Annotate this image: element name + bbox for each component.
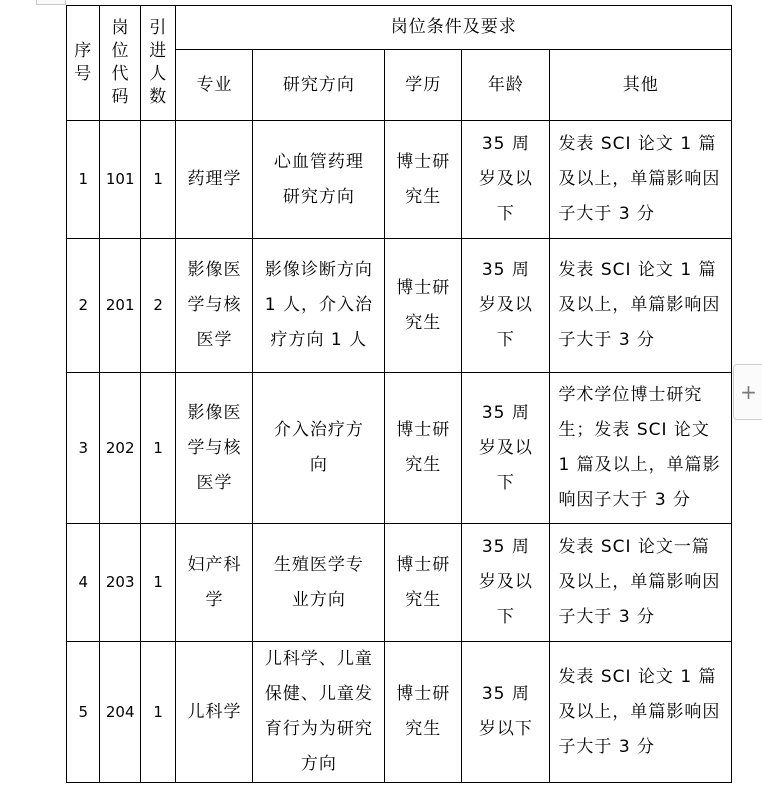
cell-major: 妇产科学 — [176, 524, 253, 642]
table-move-handle[interactable] — [36, 0, 66, 5]
cell-age: 35 周岁及以下 — [462, 524, 550, 642]
cell-code: 201 — [100, 239, 141, 373]
header-other: 其他 — [550, 50, 732, 121]
header-conditions: 岗位条件及要求 — [176, 6, 732, 50]
cell-seq: 1 — [67, 121, 100, 239]
header-degree: 学历 — [385, 50, 462, 121]
cell-other: 发表 SCI 论文一篇及以上，单篇影响因子大于 3 分 — [550, 524, 732, 642]
cell-age: 35 周岁及以下 — [462, 239, 550, 373]
header-age: 年龄 — [462, 50, 550, 121]
cell-major: 药理学 — [176, 121, 253, 239]
cell-direction: 心血管药理研究方向 — [253, 121, 385, 239]
cell-seq: 4 — [67, 524, 100, 642]
header-row-1 — [67, 6, 732, 50]
cell-degree: 博士研究生 — [385, 373, 462, 524]
cell-age: 35 周岁以下 — [462, 642, 550, 783]
cell-count: 1 — [140, 524, 175, 642]
cell-major: 儿科学 — [176, 642, 253, 783]
cell-seq: 2 — [67, 239, 100, 373]
cell-direction: 介入治疗方向 — [253, 373, 385, 524]
cell-other: 发表 SCI 论文 1 篇及以上，单篇影响因子大于 3 分 — [550, 121, 732, 239]
header-direction: 研究方向 — [253, 50, 385, 121]
cell-count: 1 — [140, 373, 175, 524]
table-row — [67, 524, 732, 642]
table-row — [67, 642, 732, 783]
cell-degree: 博士研究生 — [385, 121, 462, 239]
plus-icon: + — [740, 380, 757, 404]
cell-direction: 影像诊断方向 1 人，介入治疗方向 1 人 — [253, 239, 385, 373]
cell-direction: 生殖医学专业方向 — [253, 524, 385, 642]
header-major: 专业 — [176, 50, 253, 121]
cell-count: 1 — [140, 121, 175, 239]
cell-code: 202 — [100, 373, 141, 524]
recruitment-table — [66, 5, 732, 783]
add-column-button[interactable] — [733, 364, 762, 420]
cell-seq: 5 — [67, 642, 100, 783]
header-count: 引进人数 — [140, 6, 175, 121]
table-row — [67, 239, 732, 373]
cell-code: 204 — [100, 642, 141, 783]
cell-seq: 3 — [67, 373, 100, 524]
cell-other: 发表 SCI 论文 1 篇及以上，单篇影响因子大于 3 分 — [550, 239, 732, 373]
cell-major: 影像医学与核医学 — [176, 373, 253, 524]
table-row — [67, 373, 732, 524]
cell-degree: 博士研究生 — [385, 524, 462, 642]
cell-other: 发表 SCI 论文 1 篇及以上，单篇影响因子大于 3 分 — [550, 642, 732, 783]
header-code: 岗位代码 — [100, 6, 141, 121]
cell-count: 2 — [140, 239, 175, 373]
cell-age: 35 周岁及以下 — [462, 121, 550, 239]
cell-count: 1 — [140, 642, 175, 783]
cell-degree: 博士研究生 — [385, 642, 462, 783]
table-row — [67, 121, 732, 239]
cell-age: 35 周岁及以下 — [462, 373, 550, 524]
cell-code: 203 — [100, 524, 141, 642]
cell-code: 101 — [100, 121, 141, 239]
cell-major: 影像医学与核医学 — [176, 239, 253, 373]
cell-other: 学术学位博士研究生；发表 SCI 论文 1 篇及以上，单篇影响因子大于 3 分 — [550, 373, 732, 524]
header-seq: 序号 — [67, 6, 100, 121]
cell-degree: 博士研究生 — [385, 239, 462, 373]
cell-direction: 儿科学、儿童保健、儿童发育行为为研究方向 — [253, 642, 385, 783]
